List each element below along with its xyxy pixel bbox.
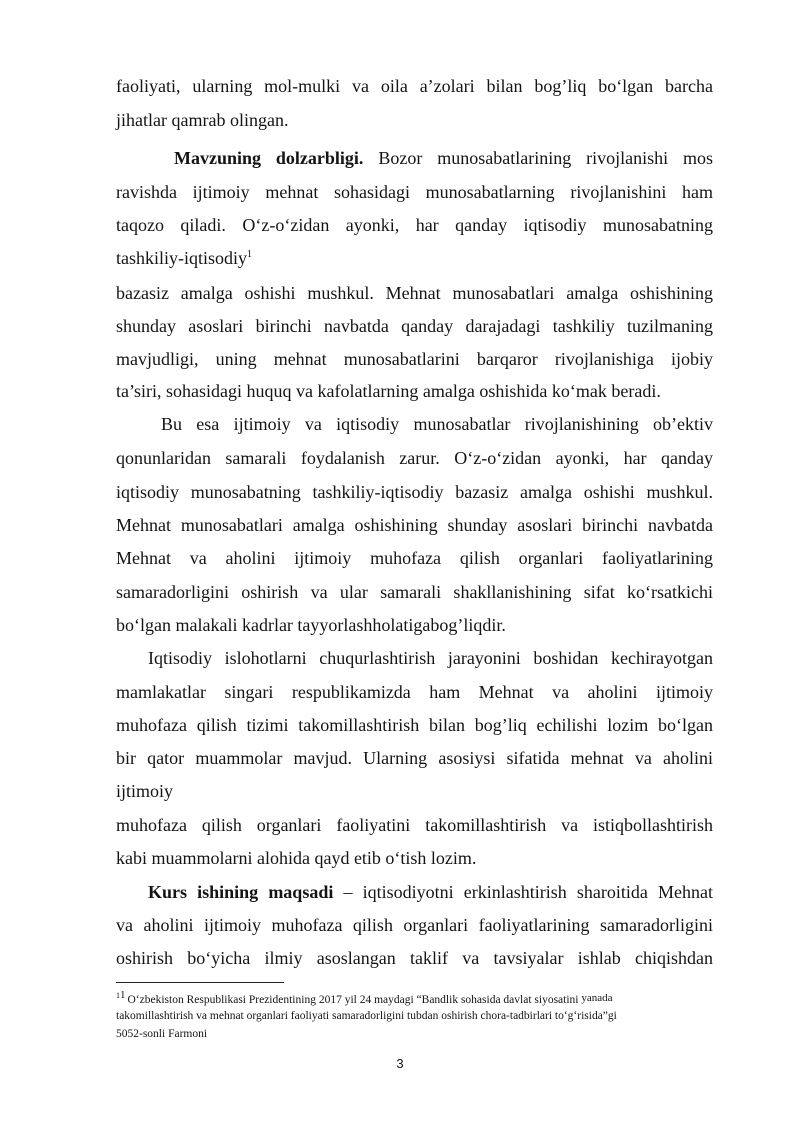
paragraph-line: mamlakatlar singari respublikamizda ham Mehnat va aholini ijtimoiy	[116, 682, 713, 702]
paragraph-line: ijtimoiy	[116, 781, 174, 801]
footnote-separator	[116, 982, 284, 983]
section-heading-goal: Kurs ishining maqsadi	[148, 882, 334, 902]
paragraph-line: Bu esa ijtimoiy va iqtisodiy munosabatlar rivojlanishining ob’ektiv	[161, 414, 713, 434]
page-number: 3	[396, 1056, 404, 1071]
paragraph-line: Mehnat va aholini ijtimoiy muhofaza qilish organlari faoliyatlarining	[116, 548, 713, 568]
paragraph-text: Bozor munosabatlarining rivojlanishi mos	[378, 148, 713, 168]
paragraph-line	[116, 246, 713, 270]
paragraph-line: samaradorligini oshirish va ular samarali shakllanishining sifat ko‘rsatkichi	[116, 582, 713, 602]
paragraph-line: bazasiz amalga oshishi mushkul. Mehnat munosabatlari amalga oshishining	[116, 283, 713, 303]
paragraph-line: oshirish bo‘yicha ilmiy asoslangan taklif va tavsiyalar ishlab chiqishdan	[116, 948, 713, 968]
paragraph-line: shunday asoslari birinchi navbatda qanday darajadagi tashkiliy tuzilmaning	[116, 316, 713, 336]
paragraph-line: bo‘lgan malakali kadrlar tayyorlashholatigabog’liqdir.	[116, 615, 506, 635]
paragraph-text: tashkiliy-iqtisodiy	[116, 248, 248, 268]
paragraph-line: Iqtisodiy islohotlarni chuqurlashtirish jarayonini boshidan kechirayotgan	[148, 648, 713, 668]
paragraph-line: ravishda ijtimoiy mehnat sohasidagi munosabatlarning rivojlanishini ham	[116, 182, 713, 202]
paragraph-line: mavjudligi, uning mehnat munosabatlarini barqaror rivojlanishiga ijobiy	[116, 349, 713, 369]
paragraph-line	[148, 880, 713, 904]
paragraph-line: kabi muammolarni alohida qayd etib o‘tish lozim.	[116, 848, 477, 868]
paragraph-line: taqozo qiladi. O‘z-o‘zidan ayonki, har qanday iqtisodiy munosabatning	[116, 215, 713, 235]
section-heading-relevance: Mavzuning dolzarbligi.	[174, 148, 364, 168]
footnote-line: takomillashtirish va mehnat organlari faoliyati samaradorligini tubdan oshirish chora-tadbirlari to‘g‘risida”gi	[116, 1010, 617, 1022]
paragraph-line: jihatlar qamrab olingan.	[116, 110, 289, 130]
paragraph-line: muhofaza qilish tizimi takomillashtirish bilan bog’liq echilishi lozim bo‘lgan	[116, 715, 713, 735]
paragraph-line: qonunlaridan samarali foydalanish zarur. O‘z-o‘zidan ayonki, har qanday	[116, 448, 713, 468]
footnote-reference: 1	[247, 249, 253, 260]
paragraph-line	[174, 146, 713, 170]
footnote-line	[116, 991, 716, 1006]
paragraph-text: – iqtisodiyotni erkinlashtirish sharoitida Mehnat	[343, 882, 713, 902]
paragraph-line: iqtisodiy munosabatning tashkiliy-iqtisodiy bazasiz amalga oshishi mushkul.	[116, 482, 713, 502]
footnote-text: O‘zbekiston Respublikasi Prezidentining 2017 yil 24 maydagi “Bandlik sohasida davlat siyosatini	[127, 994, 579, 1006]
paragraph-line: faoliyati, ularning mol-mulki va oila a’zolari bilan bog’liq bo‘lgan barcha	[116, 76, 713, 96]
footnote-line: 5052-sonli Farmoni	[116, 1028, 208, 1040]
paragraph-line: bir qator muammolar mavjud. Ularning asosiysi sifatida mehnat va aholini	[116, 748, 713, 768]
paragraph-line: muhofaza qilish organlari faoliyatini takomillashtirish va istiqbollashtirish	[116, 815, 713, 835]
paragraph-line: ta’siri, sohasidagi huquq va kafolatlarning amalga oshishida ko‘mak beradi.	[116, 381, 661, 401]
paragraph-line: Mehnat munosabatlari amalga oshishining shunday asoslari birinchi navbatda	[116, 515, 713, 535]
footnote-text: yanada	[581, 992, 613, 1004]
footnote-marker: 1	[120, 989, 126, 1002]
footnote-marker: 1	[116, 991, 120, 1001]
paragraph-line: va aholini ijtimoiy muhofaza qilish organlari faoliyatlarining samaradorligini	[116, 915, 713, 935]
